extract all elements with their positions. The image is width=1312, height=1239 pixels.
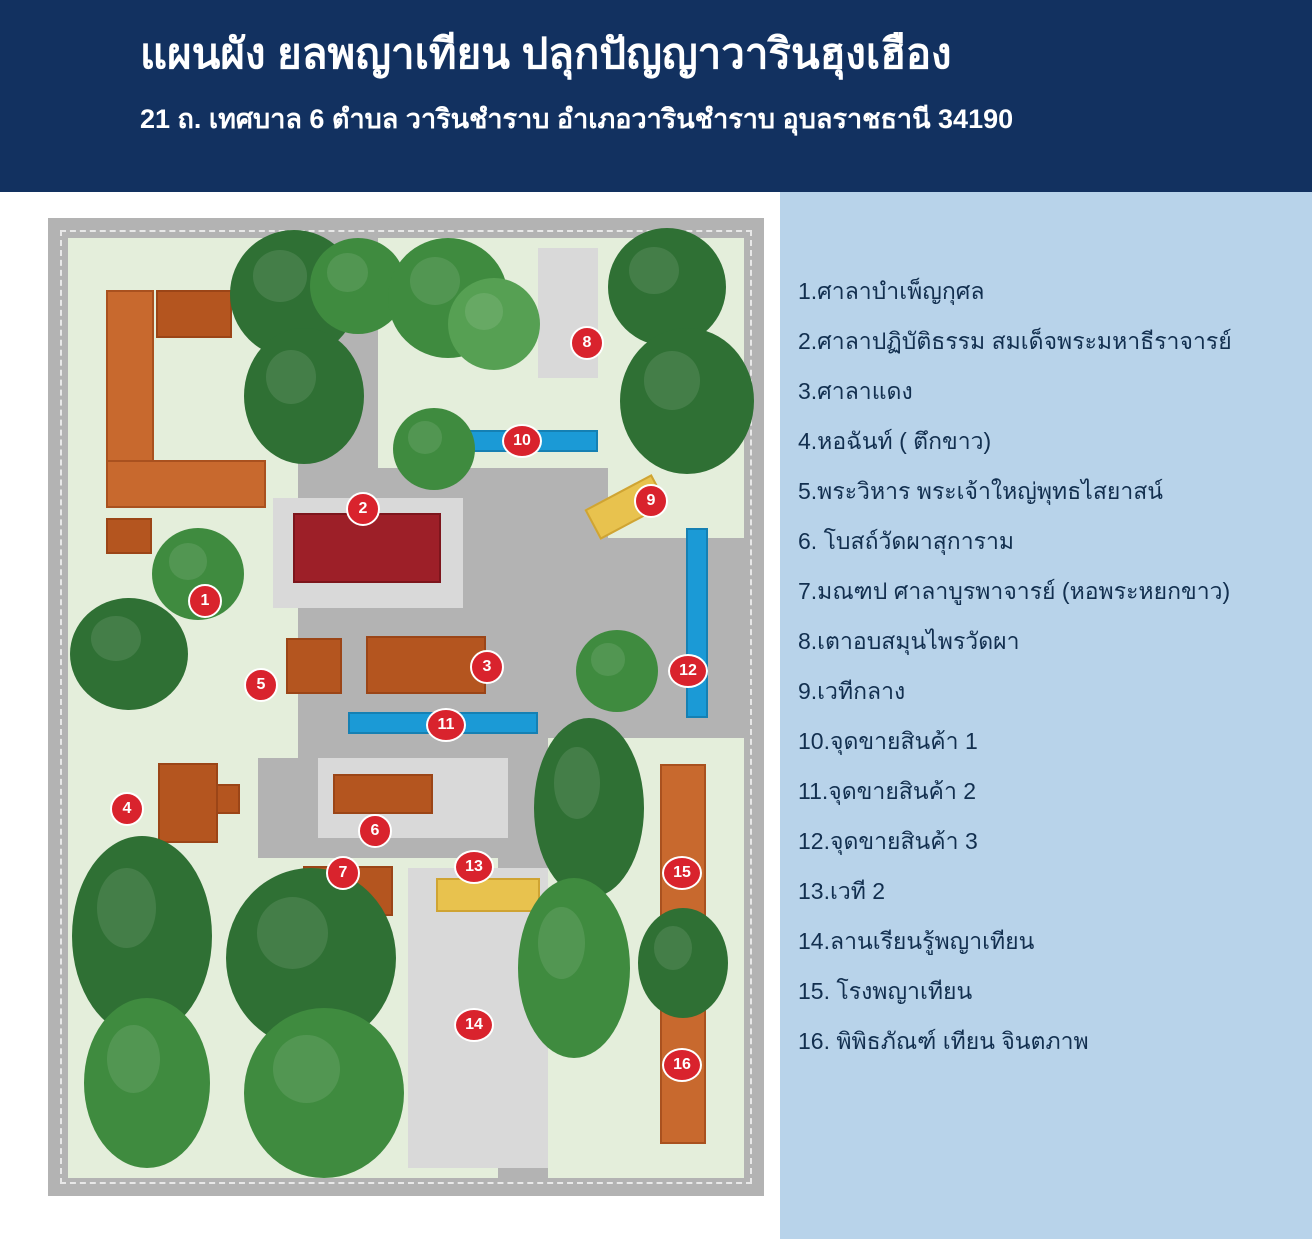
map-marker-4[interactable]: 4 [110,792,144,826]
map-marker-15[interactable]: 15 [662,856,702,890]
legend-item-11[interactable]: 11.จุดขายสินค้า 2 [798,778,977,804]
legend-item-15[interactable]: 15. โรงพญาเทียน [798,978,973,1004]
legend-item-2[interactable]: 2.ศาลาปฏิบัติธรรม สมเด็จพระมหาธีราจารย์ [798,328,1232,354]
legend-item-6[interactable]: 6. โบสถ์วัดผาสุการาม [798,528,1015,554]
map-marker-9[interactable]: 9 [634,484,668,518]
tree [620,328,754,474]
tree [70,598,188,710]
map-marker-7[interactable]: 7 [326,856,360,890]
tree [608,228,726,346]
legend-item-3[interactable]: 3.ศาลาแดง [798,378,913,404]
page-header [0,0,1312,192]
map-marker-5[interactable]: 5 [244,668,278,702]
tree [576,630,658,712]
legend-item-8[interactable]: 8.เตาอบสมุนไพรวัดผา [798,628,1020,654]
tree [393,408,475,490]
building-3-sala-daeng[interactable] [366,636,486,694]
map-marker-12[interactable]: 12 [668,654,708,688]
legend-item-14[interactable]: 14.ลานเรียนรู้พญาเทียน [798,928,1035,954]
building-6-bot-wat[interactable] [333,774,433,814]
page-subtitle: 21 ถ. เทศบาล 6 ตำบล วารินชำราบ อำเภอวารินชำราบ อุบลราชธานี 34190 [140,103,1014,134]
legend-item-1[interactable]: 1.ศาลาบำเพ็ญกุศล [798,278,985,304]
map-marker-2[interactable]: 2 [346,492,380,526]
building-4-ho-chan[interactable] [158,763,218,843]
legend-item-9[interactable]: 9.เวทีกลาง [798,678,906,704]
map-marker-16[interactable]: 16 [662,1048,702,1082]
legend-item-4[interactable]: 4.หอฉันท์ ( ตึกขาว) [798,428,992,454]
map-marker-14[interactable]: 14 [454,1008,494,1042]
legend-item-5[interactable]: 5.พระวิหาร พระเจ้าใหญ่พุทธไสยาสน์ [798,478,1164,504]
map-marker-10[interactable]: 10 [502,424,542,458]
tree [518,878,630,1058]
legend-item-13[interactable]: 13.เวที 2 [798,878,886,904]
legend-panel [780,192,1312,1239]
map-marker-1[interactable]: 1 [188,584,222,618]
building-4-annex[interactable] [216,784,240,814]
tree [448,278,540,370]
page-title: แผนผัง ยลพญาเทียน ปลุกปัญญาวารินฮุงเฮือง [140,30,952,77]
map-marker-11[interactable]: 11 [426,708,466,742]
map-marker-3[interactable]: 3 [470,650,504,684]
building-5-wihan[interactable] [286,638,342,694]
legend-item-10[interactable]: 10.จุดขายสินค้า 1 [798,728,978,754]
legend-item-16[interactable]: 16. พิพิธภัณฑ์ เทียน จินตภาพ [798,1028,1089,1054]
tree [244,1008,404,1178]
legend-item-7[interactable]: 7.มณฑป ศาลาบูรพาจารย์ (หอพระหยกขาว) [798,578,1231,604]
map-marker-8[interactable]: 8 [570,326,604,360]
legend-item-12[interactable]: 12.จุดขายสินค้า 3 [798,828,978,854]
map-marker-6[interactable]: 6 [358,814,392,848]
building-1-sala-bamphenkuson-arm[interactable] [106,460,266,508]
building-1-annex-small[interactable] [106,518,152,554]
tree [84,998,210,1168]
tree [244,328,364,464]
market-12-strip[interactable] [686,528,708,718]
map-marker-13[interactable]: 13 [454,850,494,884]
tree [638,908,728,1018]
stage-13[interactable] [436,878,540,912]
site-map[interactable] [48,218,764,1196]
building-1-annex-top[interactable] [156,290,232,338]
tree [534,718,644,898]
